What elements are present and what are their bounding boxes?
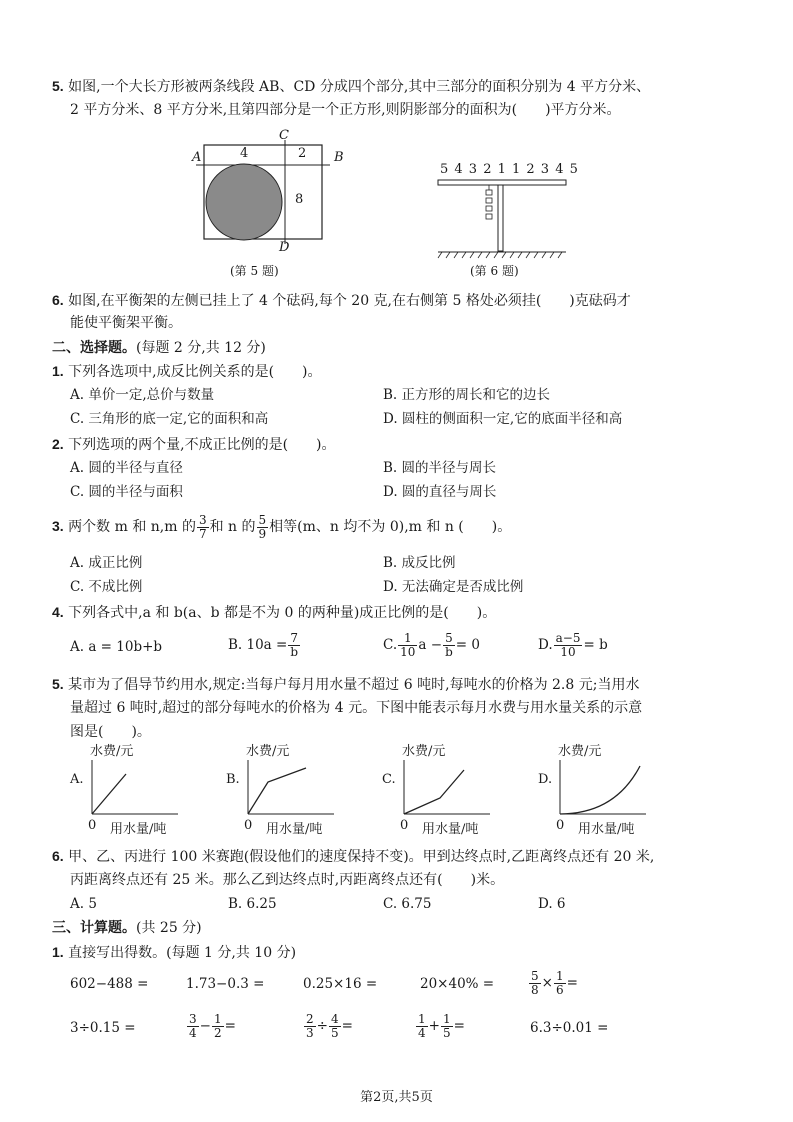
graph-letter: C. [382, 772, 396, 787]
weight-4 [486, 214, 492, 219]
mc3-number: 3. [52, 518, 64, 534]
mc5-number: 5. [52, 676, 64, 692]
q5-number: 5. [52, 78, 64, 94]
graph-option-a[interactable] [70, 742, 220, 837]
label-d: D [279, 240, 290, 255]
balance-beam [438, 180, 566, 185]
mc1-stem-text: 下列各选项中,成反比例关系的是( )。 [68, 364, 322, 380]
calc-item-3[interactable]: 0.25×16 = [303, 976, 378, 992]
mc4-stem-text: 下列各式中,a 和 b(a、b 都是不为 0 的两种量)成正比例的是( )。 [68, 605, 497, 621]
mc1-option-b[interactable]: B. 正方形的周长和它的边长 [383, 387, 551, 403]
calc-item-9[interactable]: $\frac{1}{4}$ + $\frac{1}{5}$ = [418, 1012, 465, 1040]
graph-option-b[interactable] [226, 742, 376, 837]
label-b: B [334, 150, 344, 165]
graph-y-label: 水费/元 [246, 744, 290, 759]
graph-option-c[interactable] [382, 742, 532, 837]
mc4-option-d[interactable]: D. $\frac{a-5}{10}$ = b [538, 631, 608, 659]
mc1-option-c[interactable]: C. 三角形的底一定,它的面积和高 [70, 411, 269, 427]
section-3-heading [52, 918, 202, 938]
mc4-number: 4. [52, 604, 64, 620]
mc6-text-1: 甲、乙、丙进行 100 米赛跑(假设他们的速度保持不变)。甲到达终点时,乙距离终点还有 20 米, [68, 849, 655, 865]
left-weights [486, 185, 492, 219]
calc-item-4[interactable]: 20×40% = [420, 976, 495, 992]
figure-6-caption: (第 6 题) [470, 264, 519, 278]
graph-x-label: 用水量/吨 [110, 822, 167, 837]
mc5-line1 [52, 674, 639, 695]
mc1-option-d[interactable]: D. 圆柱的侧面积一定,它的底面半径和高 [383, 411, 623, 427]
mc3-stem-a: 两个数 m 和 n,m 的 [68, 519, 196, 535]
mc6-line1 [52, 846, 654, 867]
graph-letter: B. [226, 772, 240, 787]
calc1-number: 1. [52, 944, 64, 960]
graph-x-label: 用水量/吨 [422, 822, 479, 837]
section-2-title: 二、选择题。 [52, 340, 136, 356]
mc5-text-1: 某市为了倡导节约用水,规定:当每户每月用水量不超过 6 吨时,每吨水的价格为 2.8 元;当用水 [68, 677, 640, 693]
mc3-stem-b: 和 n 的 [209, 519, 256, 535]
mc1-option-a[interactable]: A. 单价一定,总价与数量 [70, 387, 215, 403]
calc-item-6[interactable]: 3÷0.15 = [70, 1020, 136, 1036]
value-4: 4 [240, 146, 249, 161]
mc2-option-a[interactable]: A. 圆的半径与直径 [70, 460, 183, 476]
balance-post [498, 185, 503, 251]
q6-text-1: 如图,在平衡架的左侧已挂上了 4 个砝码,每个 20 克,在右侧第 5 格处必须挂( )克砝码才 [68, 293, 631, 309]
figure-5-svg [190, 128, 350, 278]
calc-item-2[interactable]: 1.73−0.3 = [186, 976, 265, 992]
left-scale: 5 4 3 2 1 [440, 162, 507, 177]
q6-line1 [52, 290, 631, 311]
ground-hatch [438, 252, 562, 258]
mc2-stem [52, 434, 336, 455]
calc-item-10[interactable]: 6.3÷0.01 = [530, 1020, 609, 1036]
section-3-title: 三、计算题。 [52, 920, 136, 936]
mc6-option-a[interactable]: A. 5 [70, 896, 97, 912]
mc3-option-d[interactable]: D. 无法确定是否成比例 [383, 579, 524, 595]
figure-6 [430, 160, 580, 260]
right-scale: 1 2 3 4 5 [512, 162, 579, 177]
mc6-number: 6. [52, 848, 64, 864]
graph-y-label: 水费/元 [402, 744, 446, 759]
mc5-text-2: 量超过 6 吨时,超过的部分每吨水的价格为 4 元。下图中能表示每月水费与用水量关系的示意 [70, 700, 643, 716]
section-2-note: (每题 2 分,共 12 分) [136, 340, 266, 356]
q5-text-2: 2 平方分米、8 平方分米,且第四部分是一个正方形,则阴影部分的面积为( )平方分米。 [70, 102, 621, 118]
weight-3 [486, 206, 492, 211]
mc2-option-b[interactable]: B. 圆的半径与周长 [383, 460, 497, 476]
graph-y-label: 水费/元 [558, 744, 602, 759]
shaded-circle [206, 164, 282, 240]
graph-curve [404, 770, 464, 814]
graph-origin: 0 [244, 818, 253, 833]
graph-origin: 0 [556, 818, 565, 833]
mc2-stem-text: 下列选项的两个量,不成正比例的是( )。 [68, 437, 336, 453]
calc-item-7[interactable]: $\frac{3}{4}$ − $\frac{1}{2}$ = [189, 1012, 236, 1040]
mc6-option-c[interactable]: C. 6.75 [383, 896, 432, 912]
mc3-stem-c: 相等(m、n 均不为 0),m 和 n ( )。 [269, 519, 512, 535]
mc3-option-b[interactable]: B. 成反比例 [383, 555, 456, 571]
q5-text-1: 如图,一个大长方形被两条线段 AB、CD 分成四个部分,其中三部分的面积分别为 4 平方分米、 [68, 79, 651, 95]
graph-letter: A. [70, 772, 84, 787]
q6-text-2: 能使平衡架平衡。 [70, 315, 182, 331]
graph-curve [92, 774, 126, 814]
value-2: 2 [298, 146, 307, 161]
value-8: 8 [295, 192, 304, 207]
mc1-stem [52, 361, 322, 382]
graph-x-label: 用水量/吨 [266, 822, 323, 837]
mc6-option-b[interactable]: B. 6.25 [228, 896, 277, 912]
graph-curve [560, 766, 640, 814]
page-footer: 第2页,共5页 [360, 1090, 433, 1105]
calc1-stem [52, 942, 296, 963]
q6-number: 6. [52, 292, 64, 308]
graph-origin: 0 [400, 818, 409, 833]
calc-item-8[interactable]: $\frac{2}{3}$ ÷ $\frac{4}{5}$ = [306, 1012, 353, 1040]
mc3-option-a[interactable]: A. 成正比例 [70, 555, 143, 571]
mc2-option-d[interactable]: D. 圆的直径与周长 [383, 484, 497, 500]
mc3-option-c[interactable]: C. 不成比例 [70, 579, 143, 595]
graph-x-label: 用水量/吨 [578, 822, 635, 837]
mc4-option-b[interactable]: B. 10a = $\frac{7}{b}$ [228, 631, 299, 659]
q5-line1 [52, 76, 650, 97]
mc3-fraction-1: $\frac{3}{7}$ [198, 512, 207, 541]
graph-y-label: 水费/元 [90, 744, 134, 759]
mc2-number: 2. [52, 436, 64, 452]
weight-2 [486, 198, 492, 203]
calc-item-1[interactable]: 602−488 = [70, 976, 149, 992]
graph-origin: 0 [88, 818, 97, 833]
calc1-stem-text: 直接写出得数。(每题 1 分,共 10 分) [68, 945, 297, 961]
mc4-stem [52, 602, 496, 623]
section-2-heading [52, 338, 266, 358]
section-3-note: (共 25 分) [136, 920, 202, 936]
mc4-option-a[interactable]: A. a = 10b+b [70, 639, 163, 655]
figure-5-caption: (第 5 题) [230, 264, 279, 278]
mc3-fraction-2: $\frac{5}{9}$ [258, 512, 267, 541]
graph-option-d[interactable] [538, 742, 688, 837]
weight-1 [486, 190, 492, 195]
mc1-number: 1. [52, 363, 64, 379]
mc2-option-c[interactable]: C. 圆的半径与面积 [70, 484, 183, 500]
calc-item-5[interactable]: $\frac{5}{8}$ × $\frac{1}{6}$ = [531, 969, 578, 997]
figure-5 [190, 128, 350, 278]
mc5-text-3: 图是( )。 [70, 724, 151, 740]
mc6-option-d[interactable]: D. 6 [538, 896, 566, 912]
graph-letter: D. [538, 772, 553, 787]
label-a: A [192, 150, 202, 165]
mc6-text-2: 丙距离终点还有 25 米。那么乙到达终点时,丙距离终点还有( )米。 [70, 872, 505, 888]
label-c: C [279, 128, 289, 143]
mc4-option-c[interactable]: C. $\frac{1}{10}$ a − $\frac{5}{b}$ = 0 [383, 631, 480, 659]
mc3-stem [52, 510, 511, 543]
graph-curve [248, 768, 306, 814]
